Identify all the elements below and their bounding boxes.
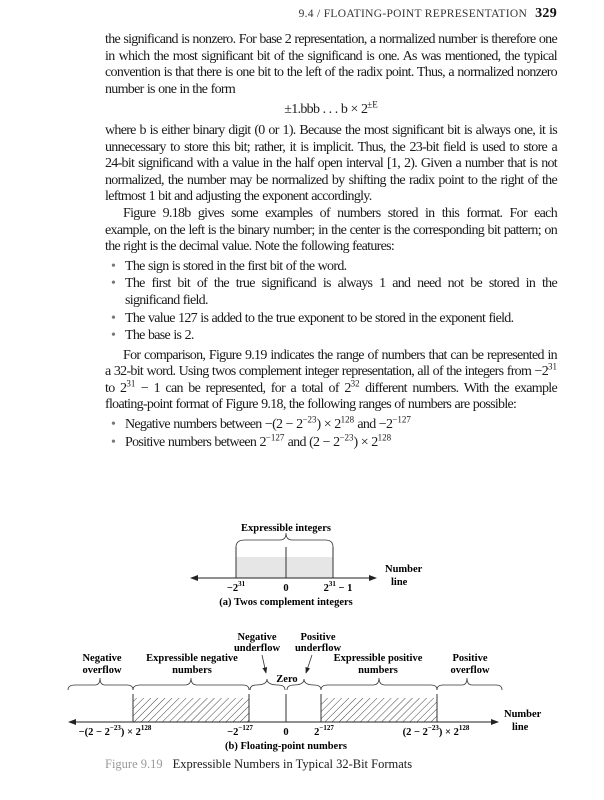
svg-text:Zero: Zero — [276, 674, 298, 685]
section-title: 9.4 / FLOATING-POINT REPRESENTATION — [298, 8, 528, 20]
text: − 1 can be represented, for a total of 2 — [135, 380, 351, 396]
exp: 32 — [350, 378, 360, 389]
figure-number: Figure 9.19 — [105, 757, 163, 771]
svg-text:231 − 1: $2^{31} - 1$ — [323, 580, 353, 594]
svg-text:overflow: overflow — [450, 665, 490, 676]
exp: 31 — [548, 361, 557, 372]
shaded-range — [236, 557, 333, 578]
positive-range — [321, 698, 437, 722]
svg-text:Expressible positive: Expressible positive — [333, 653, 423, 664]
text: For comparison, Figure 9.19 indicates the range of numbers that can be represented in a 32-bit word. Using twos complement integer representation, all of the integers from −2 — [105, 347, 557, 380]
svg-text:Number: Number — [385, 564, 423, 575]
figure-title: Expressible Numbers in Typical 32-Bit Formats — [172, 757, 413, 771]
list-item: • The base is 2. — [125, 328, 557, 345]
text: to 2 — [105, 380, 127, 396]
svg-text:Number: Number — [504, 709, 542, 720]
svg-text:0: 0 — [283, 583, 289, 594]
caption-b: (b) Floating-point numbers — [225, 741, 347, 752]
svg-text:underflow: underflow — [294, 643, 342, 654]
svg-text:overflow: overflow — [82, 665, 122, 676]
svg-text:−2−127: $-2^{-127}$ — [227, 724, 253, 738]
brace — [236, 533, 333, 547]
caption-a: (a) Twos complement integers — [219, 597, 353, 608]
page-number: 329 — [535, 6, 557, 21]
list-item: • The first bit of the true significand is always 1 and need not be stored in the significand field. — [125, 276, 557, 309]
text: different numbers. With the example floating-point format of Figure 9.18, the following ranges of numbers are possible: — [105, 380, 557, 413]
figure-caption — [105, 757, 412, 772]
formula-base: ±1.bbb . . . b × 2 — [284, 102, 368, 118]
list-item: • The sign is stored in the first bit of the word. — [125, 259, 557, 276]
svg-text:underflow: underflow — [233, 643, 281, 654]
integer-number-line — [190, 523, 423, 608]
paragraph: where b is either binary digit (0 or 1). Because the most significant bit is always one, it is unnecessary to store this bit; rather, it is implicit. Thus, the 23-bit field is used to store a 24-bit significand with a value in the half open interval [1, 2). Given a number that is not normalized, the number may be normalized by shifting the radix point to the right of the leftmost 1 bit and adjusting the exponent accordingly. — [105, 122, 557, 205]
list-item: • The value 127 is added to the true exponent to be stored in the exponent field. — [125, 311, 557, 328]
svg-text:numbers: numbers — [172, 665, 212, 676]
negative-range — [133, 698, 249, 722]
formula-exp: ±E — [367, 99, 378, 110]
list-item: • Negative numbers between $-(2 - 2^{-23}) \times 2^{128}$ and $-2^{-127}$ — [125, 417, 557, 434]
paragraph: the significand is nonzero. For base 2 representation, a normalized number is therefore one in which the most significant bit of the significand is one. As was mentioned, the typical convention is that there is one bit to the left of the radix point. Thus, a normalized nonzero number is one in the form — [105, 32, 557, 97]
exp: 31 — [126, 378, 136, 389]
svg-text:Expressible negative: Expressible negative — [146, 653, 238, 664]
svg-text:−(2 − 2−23) × 2128: $-(2 - 2^{-23}) \times 2^{128}$ — [78, 724, 152, 738]
svg-text:Positive: Positive — [300, 632, 336, 643]
svg-text:(2 − 2−23) × 2128: $(2 - 2^{-23}) \times 2^{128}$ — [402, 724, 470, 738]
svg-text:−231: $-2^{31}$ — [226, 580, 246, 594]
svg-text:Negative: Negative — [82, 653, 122, 664]
svg-text:Positive: Positive — [452, 653, 488, 664]
svg-text:Negative: Negative — [237, 632, 277, 643]
expressible-integers-label: Expressible integers — [241, 523, 331, 534]
svg-text:0: 0 — [283, 727, 289, 738]
list-item: • Positive numbers between $2^{-127}$ and $(2 - 2^{-23}) \times 2^{128}$ — [125, 435, 557, 452]
paragraph: Figure 9.18b gives some examples of numbers stored in this format. For each example, on the left is the binary number; in the center is the corresponding bit pattern; on the right is the decimal value. Note the following features: — [105, 205, 557, 255]
svg-text:2−127: $2^{-127}$ — [314, 724, 334, 738]
svg-text:numbers: numbers — [358, 665, 398, 676]
svg-text:line: line — [391, 577, 408, 588]
float-number-line — [68, 632, 542, 752]
svg-text:line: line — [512, 722, 529, 733]
